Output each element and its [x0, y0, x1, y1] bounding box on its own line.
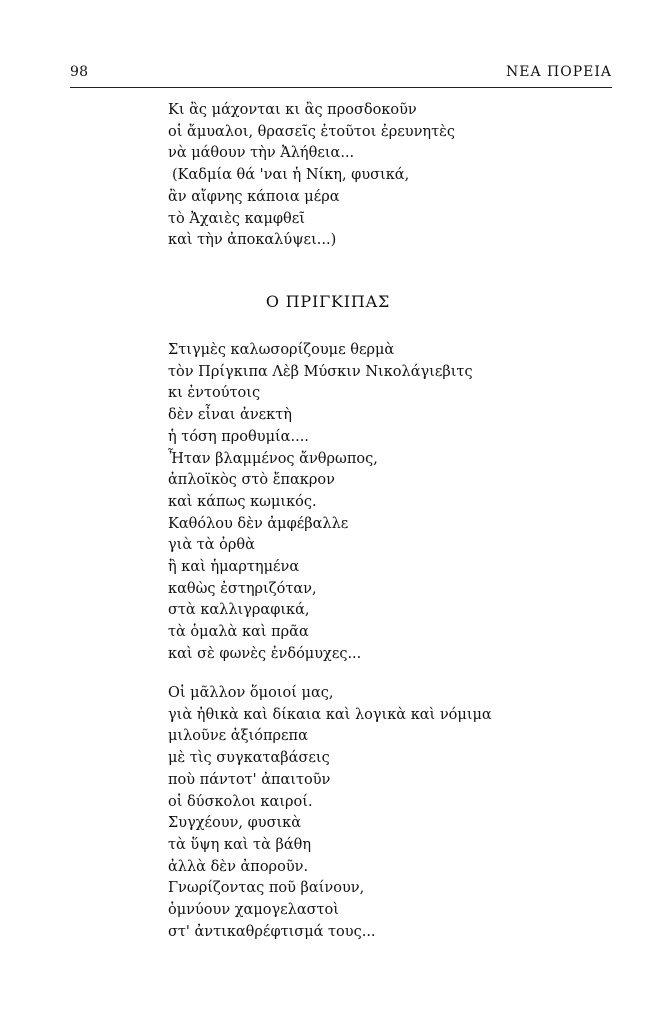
verse-line: ποὺ πάντοτ' ἀπαιτοῦν: [168, 771, 331, 788]
stanza-2: [168, 340, 473, 666]
verse-line: Στιγμὲς καλωσορίζουμε θερμὰ: [168, 342, 395, 358]
verse-line: Γνωρίζοντας ποῦ βαίνουν,: [168, 880, 365, 897]
verse-line: Κι ἂς μάχονται κι ἂς προσδοκοῦν: [168, 102, 417, 118]
stanza-3: [168, 683, 492, 943]
verse-line: κι ἐντούτοις: [168, 385, 261, 402]
verse-line: (Καδμία θά 'ναι ἡ Νίκη, φυσικά,: [172, 167, 410, 184]
verse-line: ἂν αἴφνης κάποια μέρα: [168, 188, 340, 205]
verse-line: καὶ σὲ φωνὲς ἐνδόμυχες...: [168, 645, 362, 662]
poem-title: Ο ΠΡΙΓΚΙΠΑΣ: [265, 292, 391, 311]
verse-line: στὰ καλλιγραφικά,: [168, 602, 310, 619]
verse-line: οἱ ἄμυαλοι, θρασεῖς ἐτοῦτοι ἐρευνητὲς: [168, 123, 455, 140]
verse-line: τὸ Ἀχαιὲς καμφθεῖ: [168, 210, 305, 227]
verse-line: καθὼς ἐστηριζόταν,: [168, 580, 317, 597]
verse-line: μιλοῦνε ἀξιόπρεπα: [168, 728, 308, 745]
verse-line: ὁμνύουν χαμογελαστοὶ: [168, 902, 339, 919]
verse-line: Ἦταν βλαμμένος ἄνθρωπος,: [168, 450, 378, 467]
verse-line: τὰ ὕψη καὶ τὰ βάθη: [168, 836, 312, 853]
verse-line: στ' ἀντικαθρέφτισμά τους...: [168, 923, 376, 940]
verse-line: Οἱ μᾶλλον ὅμοιοί μας,: [168, 685, 334, 701]
verse-line: μὲ τὶς συγκαταβάσεις: [168, 750, 330, 767]
verse-line: καὶ τὴν ἀποκαλύψει...): [168, 232, 337, 249]
verse-line: γιὰ ἠθικὰ καὶ δίκαια καὶ λογικὰ καὶ νόμιμα: [168, 706, 492, 723]
verse-line: καὶ κάπως κωμικός.: [168, 493, 317, 510]
verse-line: ἡ τόση προθυμία....: [168, 428, 309, 445]
journal-title: ΝΕΑ ΠΟΡΕΙΑ: [506, 64, 612, 80]
verse-line: τὸν Πρίγκιπα Λὲβ Μύσκιν Νικολάγιεβιτς: [168, 363, 473, 380]
verse-line: ἀλλὰ δὲν ἀποροῦν.: [168, 858, 309, 875]
verse-line: ἢ καὶ ἡμαρτημένα: [168, 559, 300, 576]
verse-line: οἱ δύσκολοι καιροί.: [168, 793, 313, 810]
verse-line: νὰ μάθουν τὴν Ἀλήθεια...: [168, 145, 355, 162]
verse-line: γιὰ τὰ ὀρθὰ: [168, 537, 255, 554]
page-number: 98: [70, 64, 89, 80]
verse-line: δὲν εἶναι ἀνεκτὴ: [168, 407, 292, 424]
header-rule: [70, 87, 612, 88]
verse-line: ἁπλοϊκὸς στὸ ἔπακρον: [168, 472, 335, 489]
verse-line: Συγχέουν, φυσικὰ: [168, 815, 302, 832]
stanza-1: [168, 100, 455, 252]
verse-line: Καθόλου δὲν ἀμφέβαλλε: [168, 515, 349, 532]
verse-line: τὰ ὁμαλὰ καὶ πρᾶα: [168, 624, 309, 641]
